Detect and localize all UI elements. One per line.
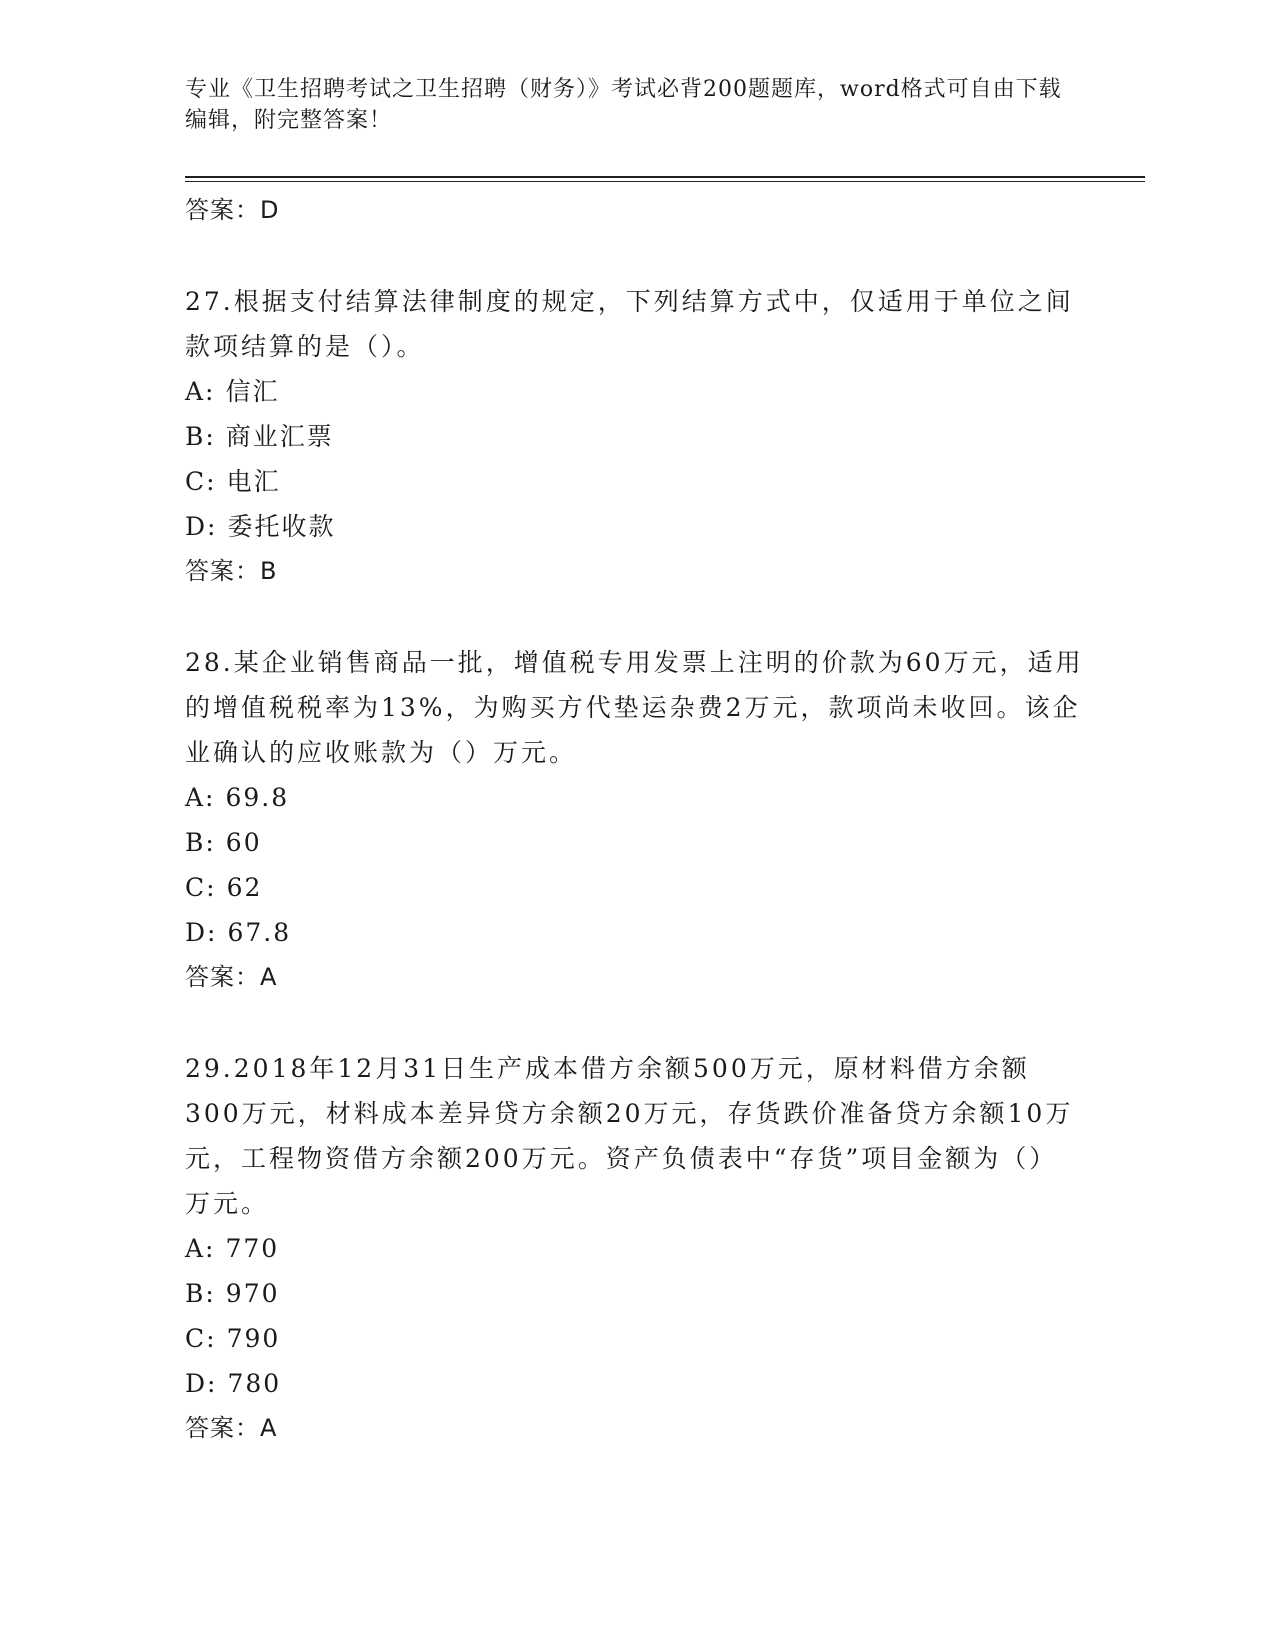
option-key: B: [185, 1279, 216, 1308]
option-text: 信汇 [225, 377, 280, 406]
option-c [185, 865, 1085, 910]
question-stem: 29.2018年12月31日生产成本借方余额500万元，原材料借方余额300万元，材料成本差异贷方余额20万元，存货跌价准备贷方余额10万元，工程物资借方余额200万元。资产负债表中“存货”项目金额为（）万元。 [185, 1054, 1074, 1218]
option-c [185, 459, 1085, 504]
option-text: 790 [226, 1324, 281, 1353]
option-d [185, 1361, 1085, 1406]
option-key: C: [185, 1324, 217, 1353]
option-a [185, 1226, 1085, 1271]
answer-line: 答案：D [185, 196, 280, 224]
option-text: 商业汇票 [225, 422, 334, 451]
option-d [185, 910, 1085, 955]
answer-line: 答案：B [185, 557, 278, 585]
option-key: A: [185, 1234, 216, 1263]
option-b [185, 820, 1085, 865]
option-text: 780 [227, 1369, 282, 1398]
question-stem: 28.某企业销售商品一批，增值税专用发票上注明的价款为60万元，适用的增值税税率为13%，为购买方代垫运杂费2万元，款项尚未收回。该企业确认的应收账款为（）万元。 [185, 648, 1084, 767]
option-key: D: [185, 918, 218, 947]
option-key: B: [185, 422, 216, 451]
option-d [185, 504, 1085, 549]
option-key: B: [185, 828, 216, 857]
question-27 [185, 279, 1085, 594]
option-key: D: [185, 1369, 218, 1398]
option-text: 67.8 [227, 918, 292, 947]
question-stem: 27.根据支付结算法律制度的规定，下列结算方式中，仅适用于单位之间款项结算的是（）。 [185, 287, 1074, 361]
answer-line: 答案：A [185, 1414, 278, 1442]
header-rule-thin [185, 181, 1145, 182]
option-text: 770 [225, 1234, 280, 1263]
option-b [185, 1271, 1085, 1316]
option-text: 69.8 [225, 783, 290, 812]
option-text: 电汇 [226, 467, 281, 496]
option-text: 委托收款 [227, 512, 336, 541]
option-key: C: [185, 873, 217, 902]
option-key: A: [185, 783, 216, 812]
option-b [185, 414, 1085, 459]
document-header: 专业《卫生招聘考试之卫生招聘（财务）》考试必背200题题库，word格式可自由下载编辑，附完整答案！ [185, 77, 1062, 133]
question-28 [185, 640, 1085, 1000]
question-list [185, 188, 1085, 1451]
option-text: 62 [226, 873, 263, 902]
option-c [185, 1316, 1085, 1361]
option-a [185, 369, 1085, 414]
question-29 [185, 1046, 1085, 1451]
option-a [185, 775, 1085, 820]
option-key: D: [185, 512, 218, 541]
header-rule-thick [185, 176, 1145, 178]
answer-line: 答案：A [185, 963, 278, 991]
option-key: A: [185, 377, 216, 406]
option-key: C: [185, 467, 217, 496]
option-text: 970 [225, 1279, 280, 1308]
option-text: 60 [225, 828, 262, 857]
